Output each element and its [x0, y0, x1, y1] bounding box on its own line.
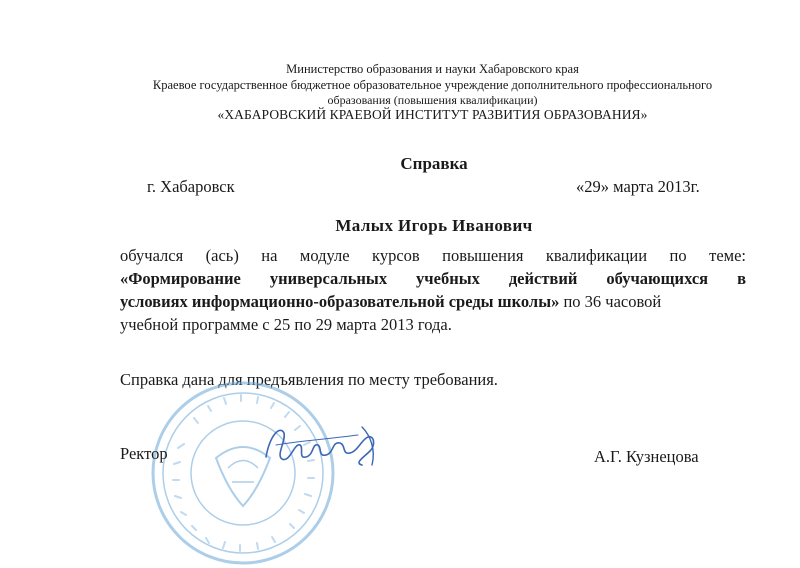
- body-line-4: учебной программе с 25 по 29 марта 2013 года.: [120, 315, 452, 334]
- rector-label: Ректор: [120, 444, 168, 463]
- header-institution-name: [120, 108, 745, 123]
- body-line-1: обучался (ась) на модуле курсов повышения квалификации по теме:: [120, 246, 746, 265]
- header-institution-subtype: [120, 94, 745, 107]
- header-institution-type-text: Краевое государственное бюджетное образовательное учреждение дополнительного профессионального: [152, 78, 713, 92]
- body-line-2-course-title: «Формирование универсальных учебных действий обучающихся в: [120, 269, 746, 288]
- header-institution-name-text: «ХАБАРОВСКИЙ КРАЕВОЙ ИНСТИТУТ РАЗВИТИЯ ОБРАЗОВАНИЯ»: [217, 107, 648, 122]
- header-institution-subtype-text: образования (повышения квалификации): [327, 93, 538, 107]
- header-institution-type: [120, 79, 745, 93]
- signer-name: А.Г. Кузнецова: [594, 447, 699, 466]
- person-name: Малых Игорь Иванович: [335, 216, 533, 235]
- document-city: г. Хабаровск: [147, 177, 235, 196]
- course-title-continuation: условиях информационно-образовательной среды школы»: [120, 292, 560, 311]
- document-title: Справка: [400, 154, 468, 173]
- rector-signature: [258, 415, 398, 475]
- body-line-3: [120, 290, 746, 313]
- header-ministry: [120, 63, 745, 77]
- document-date: «29» марта 2013г.: [576, 177, 700, 196]
- purpose-note: Справка дана для предъявления по месту требования.: [120, 370, 498, 389]
- course-hours: по 36 часовой: [559, 292, 662, 311]
- header-ministry-text: Министерство образования и науки Хабаровского края: [286, 62, 579, 76]
